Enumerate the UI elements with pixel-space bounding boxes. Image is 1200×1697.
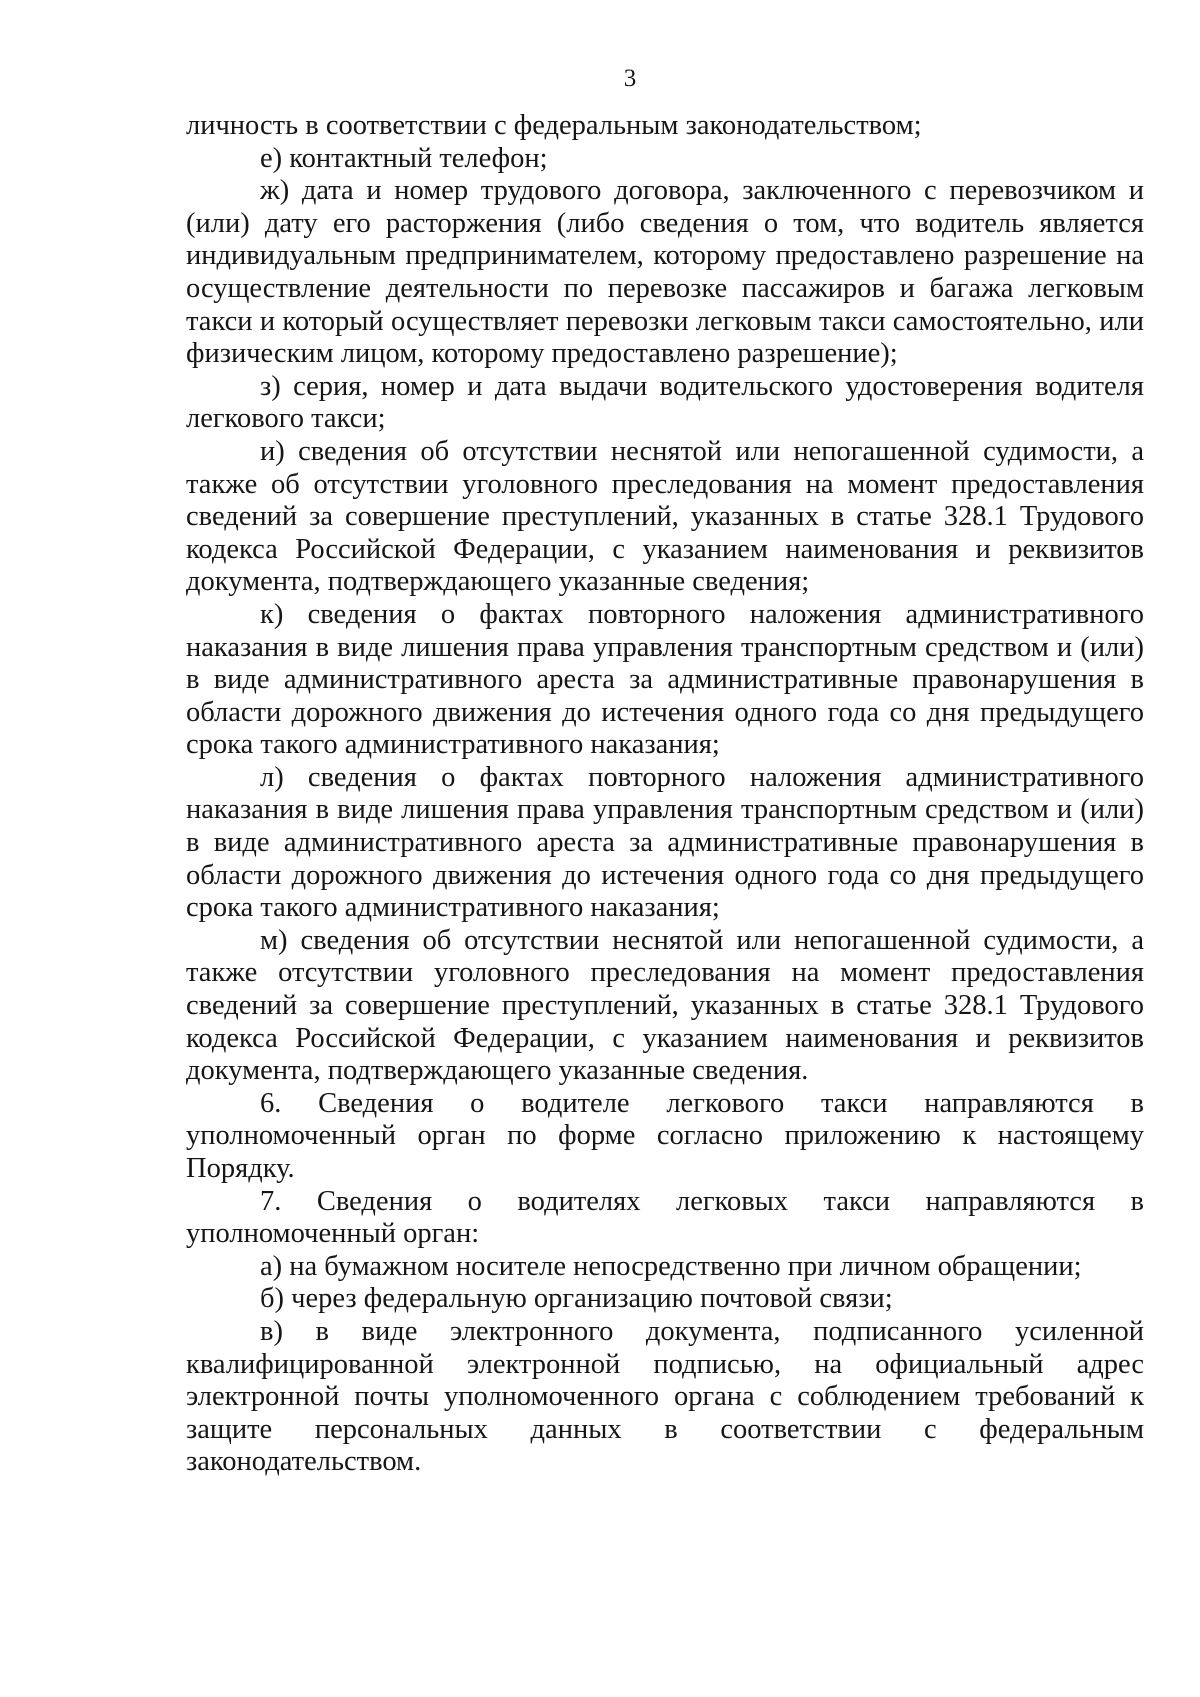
document-body <box>186 110 1144 1479</box>
paragraph-item-i-criminal-record: и) сведения об отсутствии неснятой или непогашенной судимости, а также об отсутствии уголовного преследования на момент предоставления сведений за совершение преступлений, указанных в статье 328.1 Трудового кодекса Российской Федерации, с указанием наименования и реквизитов документа, подтверждающего указанные сведения; <box>186 435 1144 598</box>
paragraph-clause-6: 6. Сведения о водителе легкового такси направляются в уполномоченный орган по форме согласно приложению к настоящему Порядку. <box>186 1087 1144 1184</box>
paragraph-item-zh-contract: ж) дата и номер трудового договора, заключенного с перевозчиком и (или) дату его расторжения (либо сведения о том, что водитель является индивидуальным предпринимателем, которому предоставлено разрешение на осуществление деятельности по перевозке пассажиров и багажа легковым такси и который осуществляет перевозки легковым такси самостоятельно, или физическим лицом, которому предоставлено разрешение); <box>186 175 1144 370</box>
paragraph-item-b-post: б) через федеральную организацию почтовой связи; <box>260 1283 893 1315</box>
paragraph-continuation: личность в соответствии с федеральным законодательством; <box>186 110 922 141</box>
paragraph-item-a-paper: а) на бумажном носителе непосредственно при личном обращении; <box>260 1250 1082 1282</box>
paragraph-item-e-phone: е) контактный телефон; <box>260 142 548 174</box>
paragraph-item-m-criminal-record: м) сведения об отсутствии неснятой или непогашенной судимости, а также отсутствии уголовного преследования на момент предоставления сведений за совершение преступлений, указанных в статье 328.1 Трудового кодекса Российской Федерации, с указанием наименования и реквизитов документа, подтверждающего указанные сведения. <box>186 924 1144 1087</box>
paragraph-item-z-license: з) серия, номер и дата выдачи водительского удостоверения водителя легкового такси; <box>186 370 1144 435</box>
paragraph-clause-7: 7. Сведения о водителях легковых такси направляются в уполномоченный орган: <box>186 1185 1144 1250</box>
paragraph-item-k-penalties: к) сведения о фактах повторного наложения административного наказания в виде лишения права управления транспортным средством и (или) в виде административного ареста за административные правонарушения в области дорожного движения до истечения одного года со дня предыдущего срока такого административного наказания; <box>186 598 1144 761</box>
paragraph-item-v-electronic: в) в виде электронного документа, подписанного усиленной квалифицированной электронной подписью, на официальный адрес электронной почты уполномоченного органа с соблюдением требований к защите персональных данных в соответствии с федеральным законодательством. <box>186 1315 1144 1478</box>
paragraph-item-l-penalties: л) сведения о фактах повторного наложения административного наказания в виде лишения права управления транспортным средством и (или) в виде административного ареста за административные правонарушения в области дорожного движения до истечения одного года со дня предыдущего срока такого административного наказания; <box>186 761 1144 924</box>
page-number: 3 <box>623 65 637 92</box>
